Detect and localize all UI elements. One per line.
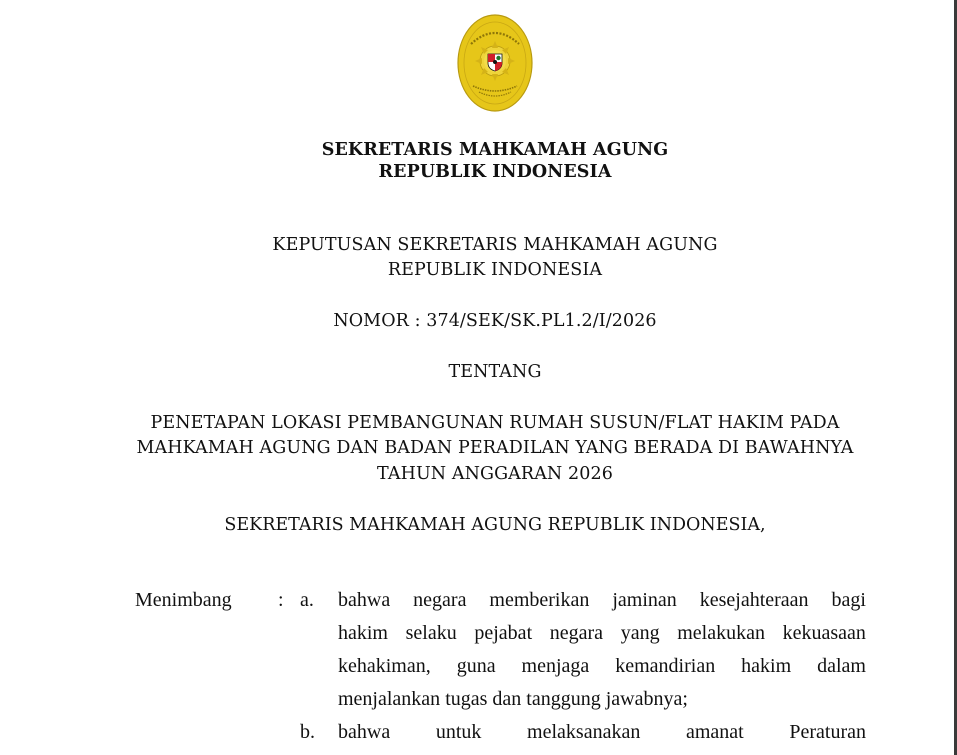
- item-a-line-4: [338, 688, 866, 711]
- item-a-line-1: [338, 589, 866, 612]
- word: guna: [456, 655, 496, 677]
- word: negara: [549, 622, 604, 644]
- word: bagi: [831, 589, 866, 611]
- mahkamah-agung-emblem-icon: [457, 14, 533, 112]
- word: jaminan: [612, 589, 677, 611]
- word: hakim: [338, 622, 388, 644]
- word: memberikan: [489, 589, 590, 611]
- issuer-line: SEKRETARIS MAHKAMAH AGUNG REPUBLIK INDONESIA,: [224, 515, 766, 535]
- word: hakim: [741, 655, 792, 677]
- decree-title-line-1: KEPUTUSAN SEKRETARIS MAHKAMAH AGUNG: [272, 235, 718, 255]
- word: kekuasaan: [782, 622, 866, 644]
- word: Peraturan: [789, 721, 866, 743]
- header-line-1: SEKRETARIS MAHKAMAH AGUNG: [321, 140, 669, 160]
- considering-label: Menimbang: [135, 589, 232, 611]
- subject-line-2: MAHKAMAH AGUNG DAN BADAN PERADILAN YANG BERADA DI BAWAHNYA: [136, 438, 854, 458]
- word: negara: [413, 589, 467, 611]
- word: melaksanakan: [527, 721, 641, 743]
- word: untuk: [435, 721, 482, 743]
- considering-colon: :: [278, 589, 284, 611]
- word: menjaga: [521, 655, 590, 677]
- word: dalam: [817, 655, 866, 677]
- word: tanggung: [526, 688, 601, 710]
- decree-number: NOMOR : 374/SEK/SK.PL1.2/I/2026: [333, 311, 657, 331]
- word: selaku: [405, 622, 457, 644]
- item-b-line-1: [338, 721, 866, 744]
- word: bahwa: [338, 721, 391, 743]
- word: kesejahteraan: [699, 589, 809, 611]
- word: dan: [492, 688, 522, 710]
- subject-line-3: TAHUN ANGGARAN 2026: [377, 464, 613, 484]
- item-a-line-3: [338, 655, 866, 678]
- about-label: TENTANG: [448, 362, 542, 382]
- word: jawabnya;: [605, 688, 688, 710]
- word: kemandirian: [615, 655, 716, 677]
- word: kehakiman,: [338, 655, 431, 677]
- item-a-line-2: [338, 622, 866, 645]
- subject-line-1: PENETAPAN LOKASI PEMBANGUNAN RUMAH SUSUN/FLAT HAKIM PADA: [150, 413, 840, 433]
- word: menjalankan: [338, 688, 441, 710]
- word: melakukan: [677, 622, 765, 644]
- word: amanat: [685, 721, 744, 743]
- item-b-letter: b.: [300, 721, 315, 743]
- word: yang: [620, 622, 660, 644]
- word: tugas: [445, 688, 488, 710]
- word: bahwa: [338, 589, 391, 611]
- decree-title-line-2: REPUBLIK INDONESIA: [387, 260, 603, 280]
- word: pejabat: [474, 622, 533, 644]
- item-a-letter: a.: [300, 589, 314, 611]
- header-line-2: REPUBLIK INDONESIA: [378, 162, 612, 182]
